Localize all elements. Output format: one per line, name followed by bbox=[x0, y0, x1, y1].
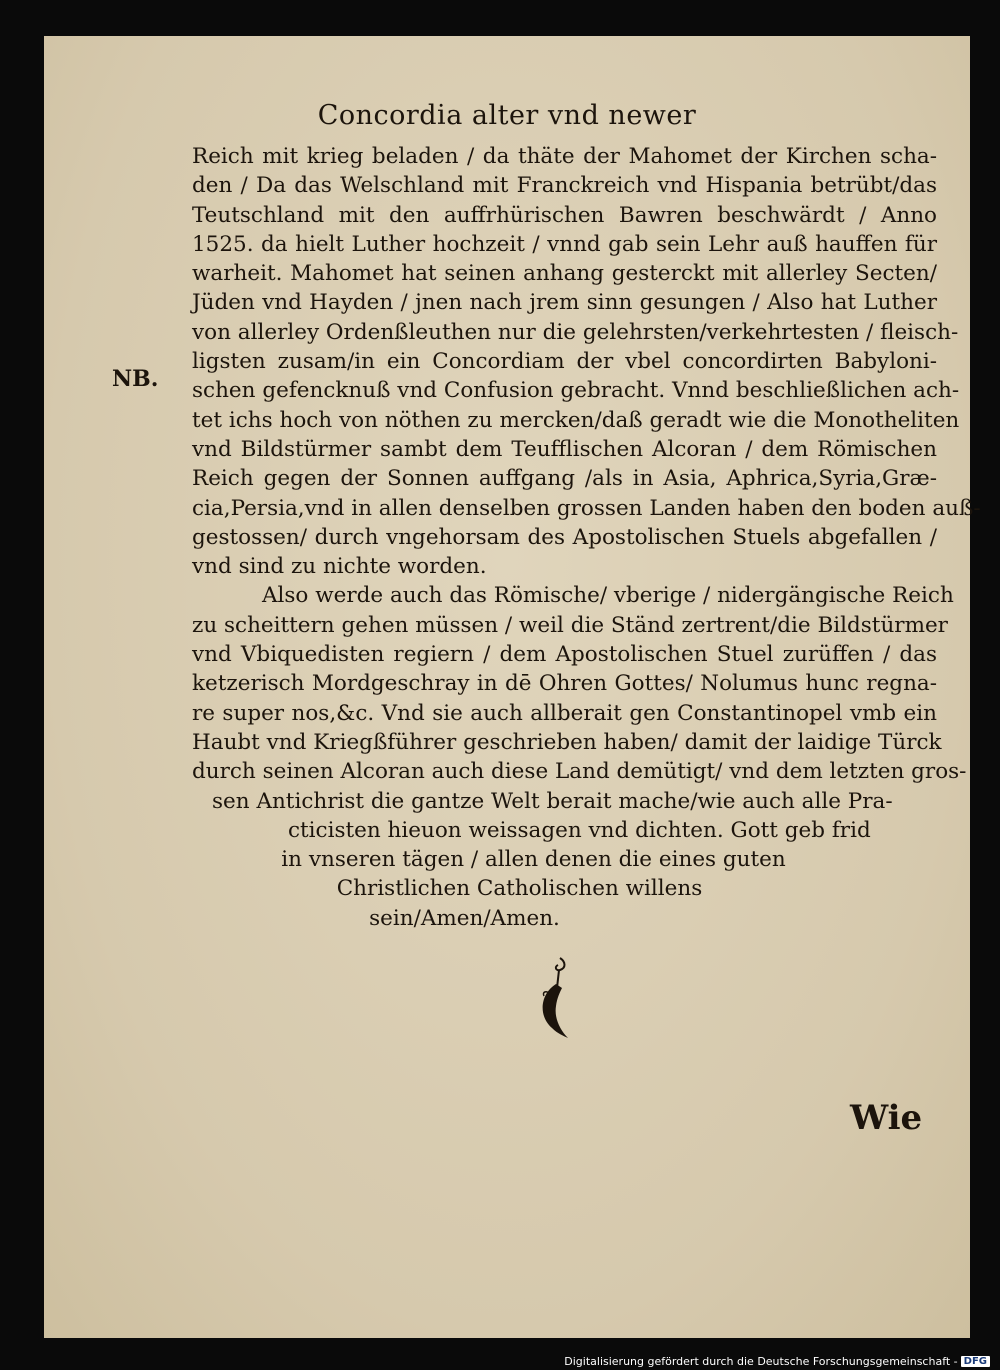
catchword: Wie bbox=[850, 1098, 923, 1138]
closing-line: cticisten hieuon weissagen vnd dichten. Gott geb frid bbox=[288, 817, 871, 843]
text-line: warheit. Mahomet hat seinen anhang gesterckt mit allerley Secten/ bbox=[192, 261, 937, 287]
closing-line: in vnseren tägen / allen denen die eines guten bbox=[281, 847, 786, 873]
text-line: re super nos,&c. Vnd sie auch allberait gen Constantinopel vmb ein bbox=[192, 700, 937, 726]
running-header: Concordia alter vnd newer bbox=[317, 100, 697, 131]
text-line: Teutschland mit den auffrhürischen Bawren beschwärdt / Anno bbox=[192, 202, 937, 228]
leaf-ornament-icon bbox=[532, 954, 582, 1044]
text-line: Reich mit krieg beladen / da thäte der Mahomet der Kirchen scha- bbox=[192, 144, 937, 169]
text-line: Haubt vnd Kriegßführer geschrieben haben/ damit der laidige Türck bbox=[192, 729, 942, 755]
text-line: vnd Bildstürmer sambt dem Teufflischen Alcoran / dem Römischen bbox=[192, 436, 937, 462]
text-line: schen gefencknuß vnd Confusion gebracht. Vnnd beschließlichen ach- bbox=[192, 378, 960, 404]
text-line: gestossen/ durch vngehorsam des Apostolischen Stuels abgefallen / bbox=[192, 524, 937, 550]
closing-block bbox=[192, 787, 937, 933]
book-page bbox=[44, 36, 981, 1338]
text-line: cia,Persia,vnd in allen denselben grossen Landen haben den boden auß- bbox=[192, 495, 981, 521]
text-line: den / Da das Welschland mit Franckreich vnd Hispania betrübt/das bbox=[192, 173, 937, 199]
footer-credit bbox=[564, 1355, 990, 1368]
text-line: vnd sind zu nichte worden. bbox=[192, 554, 487, 580]
text-line: zu scheittern gehen müssen / weil die Ständ zertrent/die Bildstürmer bbox=[192, 612, 948, 638]
text-line: vnd Vbiquedisten regiern / dem Apostolischen Stuel zurüffen / das bbox=[192, 642, 937, 668]
marginal-note: NB. bbox=[112, 366, 159, 392]
text-line: durch seinen Alcoran auch diese Land demütigt/ vnd dem letzten gros- bbox=[192, 759, 967, 785]
footer-text: Digitalisierung gefördert durch die Deutsche Forschungsgemeinschaft - bbox=[564, 1355, 958, 1368]
closing-line: sen Antichrist die gantze Welt berait mache/wie auch alle Pra- bbox=[212, 788, 893, 814]
text-line: Jüden vnd Hayden / jnen nach jrem sinn gesungen / Also hat Luther bbox=[192, 290, 937, 316]
text-line: ketzerisch Mordgeschray in dē Ohren Gottes/ Nolumus hunc regna- bbox=[192, 671, 937, 697]
closing-line: Christlichen Catholischen willens bbox=[336, 876, 703, 902]
text-line: Reich gegen der Sonnen auffgang /als in Asia, Aphrica,Syria,Græ- bbox=[192, 466, 937, 492]
text-line: von allerley Ordenßleuthen nur die gelehrsten/verkehrtesten / fleisch- bbox=[192, 319, 959, 345]
text-line: ligsten zusam/in ein Concordiam der vbel concordirten Babyloni- bbox=[192, 349, 937, 375]
text-line: Also werde auch das Römische/ vberige / nidergängische Reich bbox=[262, 583, 954, 609]
body-text bbox=[192, 142, 981, 933]
text-line: 1525. da hielt Luther hochzeit / vnnd gab sein Lehr auß hauffen für bbox=[192, 231, 937, 257]
closing-line: sein/Amen/Amen. bbox=[369, 905, 560, 931]
text-line: tet ichs hoch von nöthen zu mercken/daß geradt wie die Monotheliten bbox=[192, 407, 960, 433]
dfg-logo-icon: DFG bbox=[961, 1356, 990, 1367]
